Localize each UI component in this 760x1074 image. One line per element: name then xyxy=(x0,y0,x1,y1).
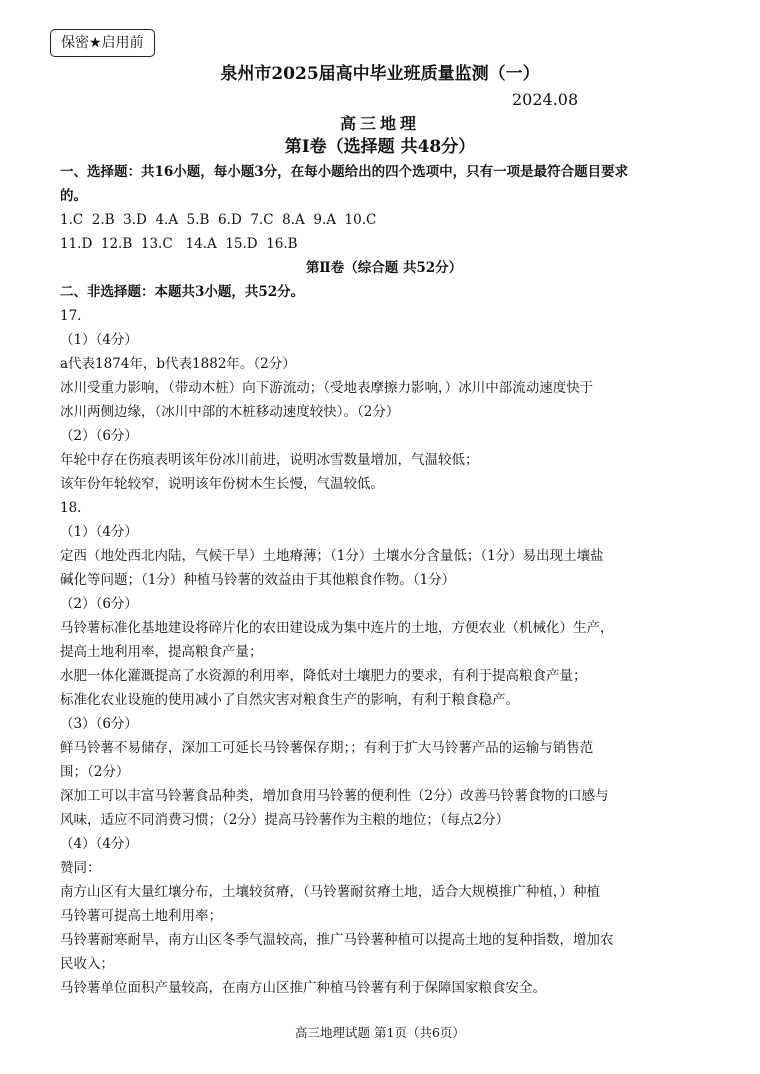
subject-title: 高三地理 xyxy=(339,114,420,133)
answer-line: 鲜马铃薯不易储存，深加工可延长马铃薯保存期；；有利于扩大马铃薯产品的运输与销售范 xyxy=(60,740,594,756)
answer-line: 标准化农业设施的使用减小了自然灾害对粮食生产的影响，有利于粮食稳产。 xyxy=(60,692,519,708)
part2-instruction: 二、非选择题：本题共3小题，共52分。 xyxy=(60,284,305,300)
answer-content xyxy=(60,160,708,1000)
answer-line: （1）（4分） xyxy=(60,332,138,348)
answer-line: 南方山区有大量红壤分布，土壤较贫瘠，（马铃薯耐贫瘠土地，适合大规模推广种植，）种植 xyxy=(60,884,600,900)
answer-line: （3）（6分） xyxy=(60,716,138,732)
document-title: 泉州市2025届高中毕业班质量监测（一） xyxy=(220,64,540,84)
answer-line: （4）（4分） xyxy=(60,836,138,852)
answer-line: 定西（地处西北内陆，气候干旱）土地瘠薄；（1分）土壤水分含量低；（1分）易出现土壤盐 xyxy=(60,548,604,564)
part1-heading: 第Ⅰ卷（选择题 共48分） xyxy=(284,137,476,157)
answer-line: 冰川受重力影响，（带动木桩）向下游流动；（受地表摩擦力影响，）冰川中部流动速度快于 xyxy=(60,380,594,396)
answer-line: 围；（2分） xyxy=(60,764,130,780)
answer-line: 民收入； xyxy=(60,956,114,972)
answer-line: 年轮中存在伤痕表明该年份冰川前进，说明冰雪数量增加，气温较低； xyxy=(60,452,479,468)
answer-line: （2）（6分） xyxy=(60,596,138,612)
document-date: 2024.08 xyxy=(512,90,579,109)
part1-instruction-line2: 的。 xyxy=(60,188,87,204)
answer-line: 碱化等问题；（1分）种植马铃薯的效益由于其他粮食作物。（1分） xyxy=(60,572,456,588)
part2-heading: 第Ⅱ卷（综合题 共52分） xyxy=(305,260,463,276)
page-footer: 高三地理试题 第1页（共6页） xyxy=(295,1025,465,1040)
answer-line: 18. xyxy=(60,500,82,516)
answer-line: （2）（6分） xyxy=(60,428,138,444)
confidential-badge: 保密★启用前 xyxy=(50,29,155,57)
answer-line: （1）（4分） xyxy=(60,524,138,540)
answer-line: 深加工可以丰富马铃薯食品种类，增加食用马铃薯的便利性（2分）改善马铃薯食物的口感与 xyxy=(60,788,609,804)
answer-line: 马铃薯单位面积产量较高，在南方山区推广种植马铃薯有利于保障国家粮食安全。 xyxy=(60,980,546,996)
answer-line: 冰川两侧边缘，（冰川中部的木桩移动速度较快）。（2分） xyxy=(60,404,400,420)
answer-line: a代表1874年，b代表1882年。（2分） xyxy=(60,356,296,372)
part1-instruction-line1: 一、选择题：共16小题，每小题3分，在每小题给出的四个选项中，只有一项是最符合题目要求 xyxy=(60,164,629,180)
answer-line: 马铃薯可提高土地利用率； xyxy=(60,908,222,924)
answer-line: 该年份年轮较窄，说明该年份树木生长慢，气温较低。 xyxy=(60,476,384,492)
answers-row-1: 1.C 2.B 3.D 4.A 5.B 6.D 7.C 8.A 9.A 10.C xyxy=(60,212,377,228)
answer-line: 马铃薯耐寒耐旱，南方山区冬季气温较高，推广马铃薯种植可以提高土地的复种指数，增加农 xyxy=(60,932,614,948)
answer-line: 马铃薯标准化基地建设将碎片化的农田建设成为集中连片的土地，方便农业（机械化）生产， xyxy=(60,620,614,636)
answer-line: 水肥一体化灌溉提高了水资源的利用率，降低对土壤肥力的要求，有利于提高粮食产量； xyxy=(60,668,587,684)
answer-line: 赞同： xyxy=(60,860,101,876)
answer-line: 提高土地利用率，提高粮食产量； xyxy=(60,644,263,660)
answer-line: 风味，适应不同消费习惯；（2分）提高马铃薯作为主粮的地位；（每点2分） xyxy=(60,812,510,828)
answers-row-2: 11.D 12.B 13.C 14.A 15.D 16.B xyxy=(60,236,298,252)
answer-line: 17. xyxy=(60,308,82,324)
